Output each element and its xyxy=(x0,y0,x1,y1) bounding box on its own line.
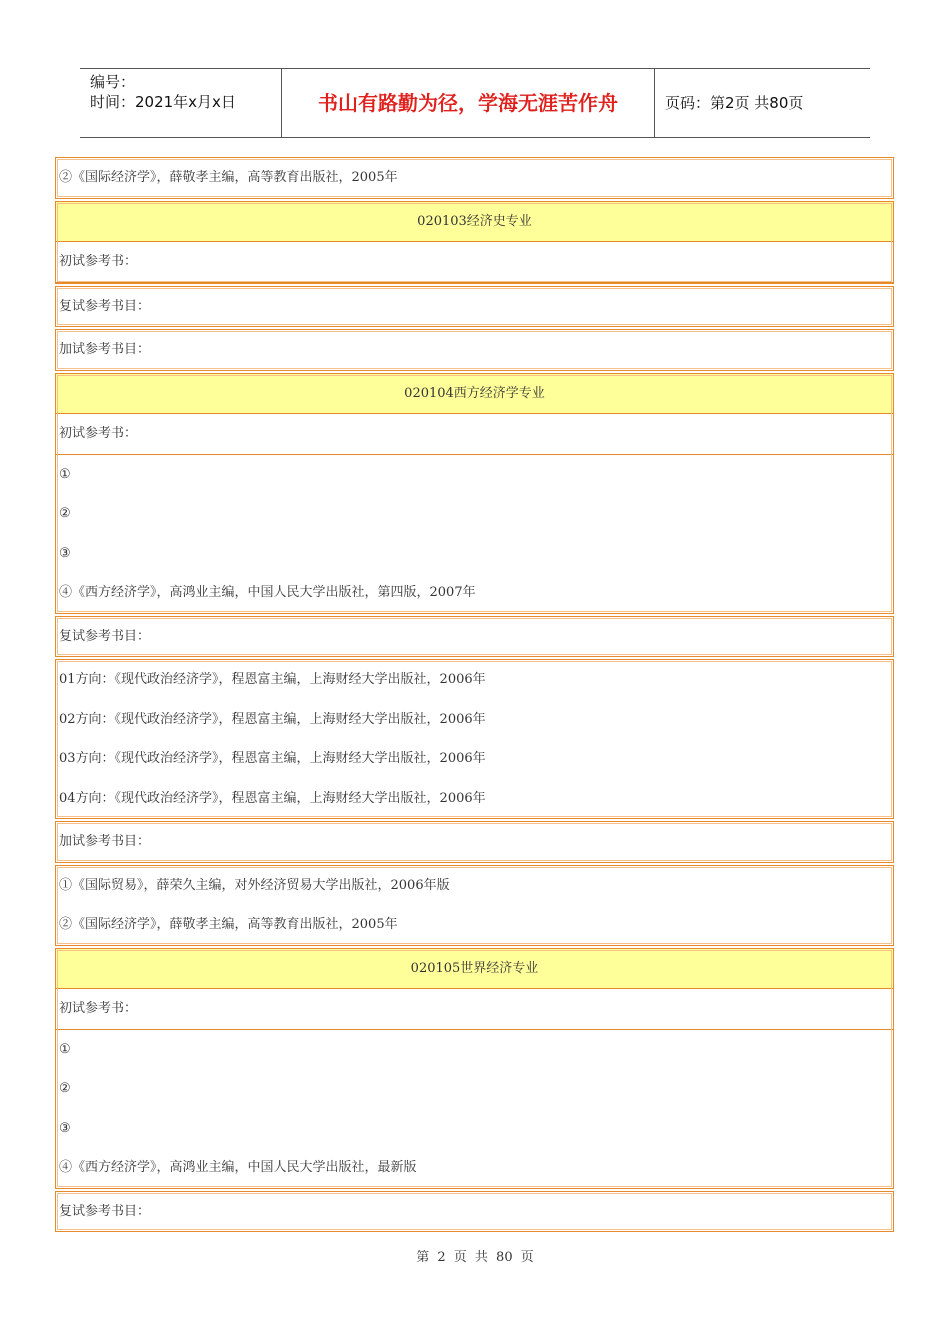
list-item: ③ xyxy=(56,1109,893,1149)
section-title: 020103经济史专业 xyxy=(56,202,893,243)
list-block xyxy=(55,329,894,371)
list-item: 初试参考书： xyxy=(56,414,893,455)
list-item: 加试参考书目： xyxy=(59,342,151,357)
section-title: 020104西方经济学专业 xyxy=(56,374,893,415)
section-block xyxy=(55,948,894,1189)
list-item: ①《国际贸易》，薛荣久主编，对外经济贸易大学出版社，2006年版 xyxy=(59,877,450,893)
list-block xyxy=(55,659,894,819)
list-item: 01方向：《现代政治经济学》，程恩富主编，上海财经大学出版社，2006年 xyxy=(59,672,486,687)
list-item: 初试参考书： xyxy=(56,989,893,1030)
list-item: ② xyxy=(56,494,893,534)
section-block xyxy=(55,373,894,614)
list-item: ① xyxy=(56,1030,893,1070)
header-motto: 书山有路勤为径，学海无涯苦作舟 xyxy=(281,69,655,137)
document-header xyxy=(80,68,870,138)
list-block xyxy=(55,821,894,863)
list-block xyxy=(55,1191,894,1233)
list-item: ②《国际经济学》，薛敬孝主编，高等教育出版社，2005年 xyxy=(59,170,398,185)
list-item: 复试参考书目： xyxy=(59,298,151,314)
header-meta xyxy=(80,69,281,137)
section-block xyxy=(55,201,894,284)
list-item: 加试参考书目： xyxy=(59,834,151,849)
header-page-info: 页码：第2页 共80页 xyxy=(665,94,804,112)
list-item: ④《西方经济学》，高鸿业主编，中国人民大学出版社，最新版 xyxy=(56,1148,893,1188)
list-block xyxy=(55,865,894,946)
list-item: ④《西方经济学》，高鸿业主编，中国人民大学出版社，第四版，2007年 xyxy=(56,573,893,613)
list-block xyxy=(55,286,894,328)
page-footer: 第 2 页 共 80 页 xyxy=(416,1250,534,1265)
list-item: 03方向：《现代政治经济学》，程恩富主编，上海财经大学出版社，2006年 xyxy=(59,751,486,766)
list-item: ②《国际经济学》，薛敬孝主编，高等教育出版社，2005年 xyxy=(59,917,398,932)
list-block xyxy=(55,157,894,199)
list-block xyxy=(55,616,894,658)
number-label: 编号： xyxy=(90,73,136,91)
book-list-table xyxy=(55,157,894,1234)
time-label: 时间：2021年x月x日 xyxy=(90,93,236,111)
list-item: 复试参考书目： xyxy=(59,1203,151,1219)
section-title: 020105世界经济专业 xyxy=(56,949,893,990)
list-item: ③ xyxy=(56,534,893,574)
list-item: ① xyxy=(56,455,893,495)
list-item: ② xyxy=(56,1069,893,1109)
list-item: 04方向：《现代政治经济学》，程恩富主编，上海财经大学出版社，2006年 xyxy=(59,790,486,806)
list-item: 初试参考书： xyxy=(56,242,893,283)
list-item: 02方向：《现代政治经济学》，程恩富主编，上海财经大学出版社，2006年 xyxy=(59,711,486,727)
list-item: 复试参考书目： xyxy=(59,628,151,644)
